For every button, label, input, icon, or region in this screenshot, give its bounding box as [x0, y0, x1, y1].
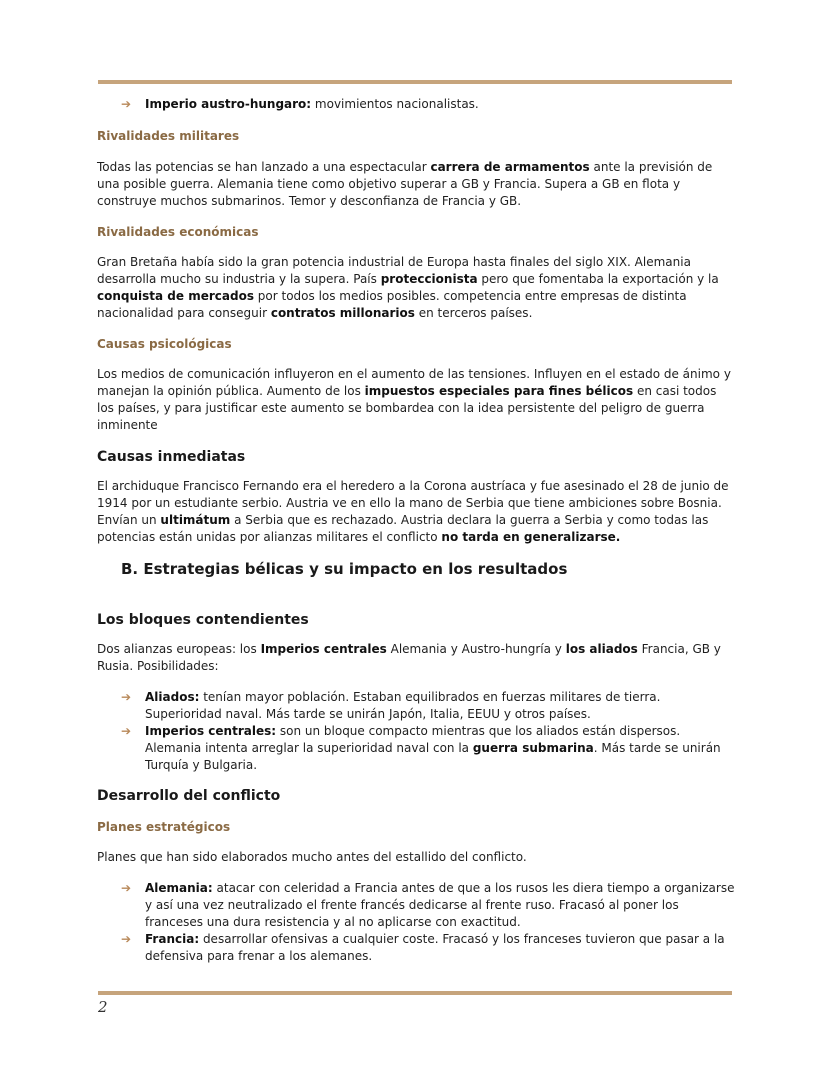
heading-desarrollo-conflicto: Desarrollo del conflicto [97, 788, 281, 804]
arrow-right-icon: ➔ [121, 97, 132, 111]
paragraph-planes-intro: Planes que han sido elaborados mucho antes del estallido del conflicto. [97, 850, 527, 864]
heading-bloques-contendientes: Los bloques contendientes [97, 612, 309, 628]
arrow-right-icon: ➔ [121, 932, 132, 946]
list-item: ➔ Alemania: atacar con celeridad a Francia antes de que a los rusos les diera tiempo a organizarse y así una vez neutralizado el frente francés dedicarse al frente ruso. Fracasó al poner los franceses una dura resistencia y al no aplicarse con exactitud. [121, 881, 735, 929]
list-item: ➔ Imperios centrales: son un bloque compacto mientras que los aliados están dispersos. Alemania intenta arreglar la superioridad naval con la guerra submarina. Más tarde se unirán Turquía y Bulgaria. [121, 724, 721, 772]
document-body [97, 95, 737, 965]
page-number: 2 [98, 998, 108, 1016]
subheading-planes-estrategicos: Planes estratégicos [97, 820, 231, 834]
arrow-right-icon: ➔ [121, 724, 132, 738]
paragraph-rivalidades-economicas: Gran Bretaña había sido la gran potencia industrial de Europa hasta finales del siglo XIX. Alemania desarrolla mucho su industria y la supera. País proteccionista pero que fomentaba la exportación y la conquista de mercados por todos los medios posibles. competencia entre empresas de distinta nacionalidad para conseguir contratos millonarios en terceros países. [97, 255, 719, 320]
subheading-rivalidades-militares: Rivalidades militares [97, 129, 240, 143]
top-divider [98, 80, 732, 84]
arrow-right-icon: ➔ [121, 690, 132, 704]
section-heading-b: B. Estrategias bélicas y su impacto en los resultados [121, 560, 568, 578]
paragraph-causas-psicologicas: Los medios de comunicación influyeron en el aumento de las tensiones. Influyen en el estado de ánimo y manejan la opinión pública. Aumento de los impuestos especiales para fines bélicos en casi todos los países, y para justificar este aumento se bombardea con la idea persistente del peligro de guerra inminente [97, 367, 731, 432]
paragraph-rivalidades-militares: Todas las potencias se han lanzado a una espectacular carrera de armamentos ante la previsión de una posible guerra. Alemania tiene como objetivo superar a GB y Francia. Supera a GB en flota y construye muchos submarinos. Temor y desconfianza de Francia y GB. [97, 160, 713, 208]
top-bullet-list [97, 96, 737, 113]
list-item: ➔ Imperio austro-hungaro: movimientos nacionalistas. [121, 97, 479, 111]
paragraph-bloques: Dos alianzas europeas: los Imperios centrales Alemania y Austro-hungría y los aliados Francia, GB y Rusia. Posibilidades: [97, 642, 721, 673]
subheading-rivalidades-economicas: Rivalidades económicas [97, 225, 259, 239]
bloques-bullet-list [97, 689, 737, 774]
heading-causas-inmediatas: Causas inmediatas [97, 449, 246, 465]
planes-bullet-list [97, 880, 737, 965]
list-item: ➔ Francia: desarrollar ofensivas a cualquier coste. Fracasó y los franceses tuvieron que pasar a la defensiva para frenar a los alemanes. [121, 932, 725, 963]
subheading-causas-psicologicas: Causas psicológicas [97, 337, 232, 351]
paragraph-causas-inmediatas: El archiduque Francisco Fernando era el heredero a la Corona austríaca y fue asesinado el 28 de junio de 1914 por un estudiante serbio. Austria ve en ello la mano de Serbia que tiene ambiciones sobre Bosnia. Envían un ultimátum a Serbia que es rechazado. Austria declara la guerra a Serbia y como todas las potencias están unidas por alianzas militares el conflicto no tarda en generalizarse. [97, 479, 729, 544]
list-item: ➔ Aliados: tenían mayor población. Estaban equilibrados en fuerzas militares de tierra. Superioridad naval. Más tarde se unirán Japón, Italia, EEUU y otros países. [121, 690, 661, 721]
arrow-right-icon: ➔ [121, 881, 132, 895]
bottom-divider [98, 991, 732, 995]
